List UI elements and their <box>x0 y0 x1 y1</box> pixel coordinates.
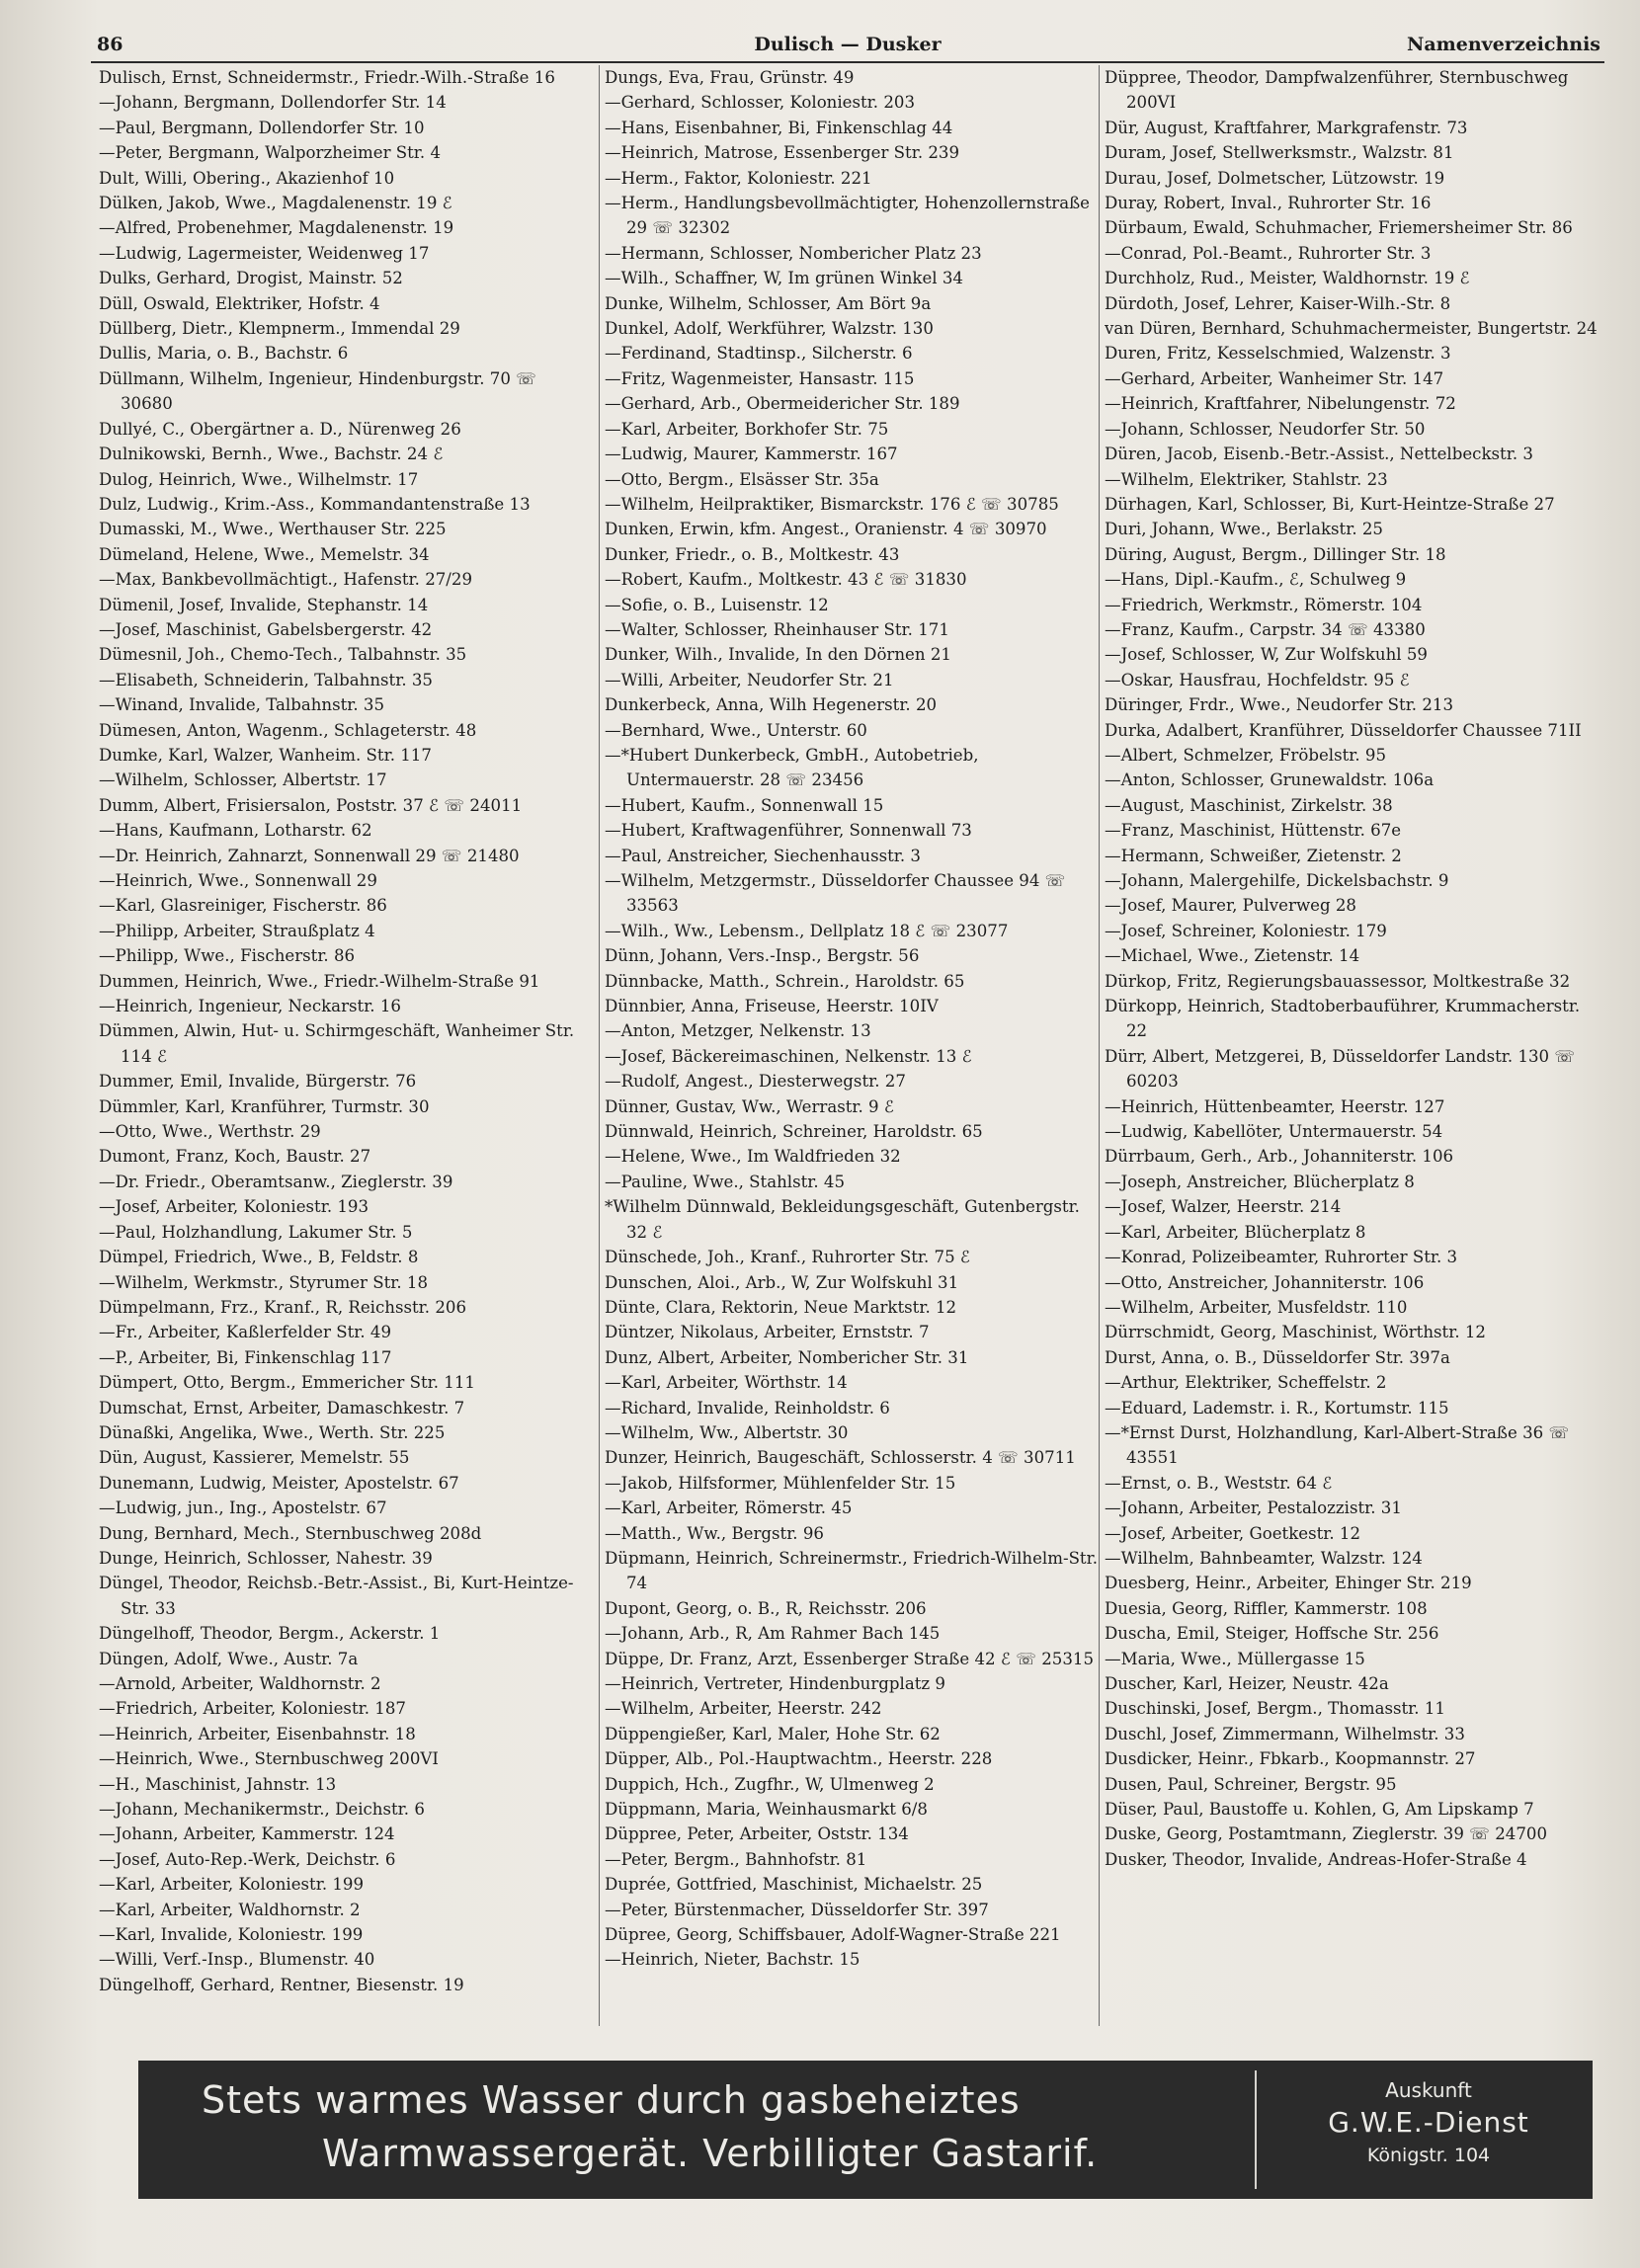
directory-column-2 <box>605 65 1099 2026</box>
directory-entry: —Josef, Maschinist, Gabelsbergerstr. 42 <box>99 619 433 639</box>
directory-entry: —Wilhelm, Schlosser, Albertstr. 17 <box>99 770 387 790</box>
directory-entry: Duprée, Gottfried, Maschinist, Michaelstr. 25 <box>605 1875 983 1895</box>
directory-entry: Dünnbier, Anna, Friseuse, Heerstr. 10IV <box>605 997 939 1016</box>
directory-entry: Duesia, Georg, Riffler, Kammerstr. 108 <box>1105 1598 1428 1618</box>
directory-entry: —Joseph, Anstreicher, Blücherplatz 8 <box>1105 1172 1415 1191</box>
directory-entry: Dulisch, Ernst, Schneidermstr., Friedr.-Wilh.-Straße 16 <box>99 68 555 87</box>
directory-entry: Dumke, Karl, Walzer, Wanheim. Str. 117 <box>99 745 432 765</box>
directory-entry: Dumont, Franz, Koch, Baustr. 27 <box>99 1147 371 1167</box>
directory-entry: —Wilhelm, Arbeiter, Heerstr. 242 <box>605 1699 882 1719</box>
directory-entry: —Peter, Bürstenmacher, Düsseldorfer Str. 397 <box>605 1900 989 1919</box>
directory-entry: Dünschede, Joh., Kranf., Ruhrorter Str. 75 ℰ <box>605 1248 970 1267</box>
directory-entry: —Ferdinand, Stadtinsp., Silcherstr. 6 <box>605 344 913 364</box>
directory-entry: —Richard, Invalide, Reinholdstr. 6 <box>605 1398 890 1418</box>
directory-entry: —Karl, Arbeiter, Blücherplatz 8 <box>1105 1222 1366 1242</box>
directory-entry: Düpper, Alb., Pol.-Hauptwachtm., Heerstr. 228 <box>605 1749 993 1769</box>
directory-entry: —Otto, Anstreicher, Johanniterstr. 106 <box>1105 1272 1425 1292</box>
directory-entry: —Ludwig, Maurer, Kammerstr. 167 <box>605 445 898 464</box>
directory-entry: Dürdoth, Josef, Lehrer, Kaiser-Wilh.-Str. 8 <box>1105 293 1451 313</box>
ad-line-1: Stets warmes Wasser durch gasbeheiztes <box>202 2078 1021 2122</box>
directory-entry: —Sofie, o. B., Luisenstr. 12 <box>605 595 829 614</box>
directory-entry: —Alfred, Probenehmer, Magdalenenstr. 19 <box>99 218 454 238</box>
directory-entry: —Philipp, Arbeiter, Straußplatz 4 <box>99 921 375 940</box>
ad-contact <box>1265 2061 1593 2199</box>
directory-entry: —Fr., Arbeiter, Kaßlerfelder Str. 49 <box>99 1323 392 1342</box>
directory-entry: Dümesen, Anton, Wagenm., Schlageterstr. 48 <box>99 720 477 740</box>
directory-entry: Durchholz, Rud., Meister, Waldhornstr. 19 ℰ <box>1105 269 1470 288</box>
directory-entry: —Josef, Schreiner, Koloniestr. 179 <box>1105 921 1387 940</box>
directory-entry: Dürhagen, Karl, Schlosser, Bi, Kurt-Heintze-Straße 27 <box>1105 494 1555 514</box>
directory-entry: Düngelhoff, Theodor, Bergm., Ackerstr. 1 <box>99 1624 441 1644</box>
directory-entry: —Heinrich, Wwe., Sonnenwall 29 <box>99 871 377 890</box>
directory-entry: —Hans, Dipl.-Kaufm., ℰ, Schulweg 9 <box>1105 570 1407 590</box>
directory-entry: Dünner, Gustav, Ww., Werrastr. 9 ℰ <box>605 1096 894 1116</box>
directory-entry: —Johann, Mechanikermstr., Deichstr. 6 <box>99 1800 425 1820</box>
directory-entry: —Friedrich, Arbeiter, Koloniestr. 187 <box>99 1699 406 1719</box>
directory-entry: —Willi, Verf.-Insp., Blumenstr. 40 <box>99 1950 375 1970</box>
directory-entry: Dunge, Heinrich, Schlosser, Nahestr. 39 <box>99 1548 433 1568</box>
directory-entry: —Heinrich, Matrose, Essenberger Str. 239 <box>605 143 960 163</box>
directory-entry: Dünnbacke, Matth., Schrein., Haroldstr. 65 <box>605 971 965 991</box>
directory-entry: —Franz, Maschinist, Hüttenstr. 67e <box>1105 821 1402 841</box>
directory-entry: —Josef, Walzer, Heerstr. 214 <box>1105 1197 1342 1217</box>
directory-entry: —Otto, Bergm., Elsässer Str. 35a <box>605 469 879 489</box>
directory-entry: —Otto, Wwe., Werthstr. 29 <box>99 1122 321 1142</box>
directory-entry: —Ernst, o. B., Weststr. 64 ℰ <box>1105 1473 1333 1493</box>
directory-entry: —P., Arbeiter, Bi, Finkenschlag 117 <box>99 1347 392 1367</box>
directory-entry: —Friedrich, Werkmstr., Römerstr. 104 <box>1105 595 1423 614</box>
directory-entry: Dulks, Gerhard, Drogist, Mainstr. 52 <box>99 269 403 288</box>
directory-entry: —Karl, Arbeiter, Wörthstr. 14 <box>605 1373 848 1393</box>
directory-entry: Durau, Josef, Dolmetscher, Lützowstr. 19 <box>1105 168 1445 188</box>
directory-entry: Dullyé, C., Obergärtner a. D., Nürenweg 26 <box>99 419 461 439</box>
directory-entry: *Wilhelm Dünnwald, Bekleidungsgeschäft, Gutenbergstr. 32 ℰ <box>605 1197 1080 1242</box>
directory-entry: Dunke, Wilhelm, Schlosser, Am Bört 9a <box>605 293 932 313</box>
directory-entry: Düntzer, Nikolaus, Arbeiter, Ernststr. 7 <box>605 1323 930 1342</box>
directory-entry: —Jakob, Hilfsformer, Mühlenfelder Str. 15 <box>605 1473 956 1493</box>
directory-entry: Duesberg, Heinr., Arbeiter, Ehinger Str. 219 <box>1105 1574 1472 1593</box>
directory-entry: —Hubert, Kaufm., Sonnenwall 15 <box>605 795 884 815</box>
directory-entry: Dünaßki, Angelika, Wwe., Werth. Str. 225 <box>99 1422 446 1442</box>
directory-entry: —Eduard, Lademstr. i. R., Kortumstr. 115 <box>1105 1398 1449 1418</box>
directory-entry: —Karl, Arbeiter, Römerstr. 45 <box>605 1498 853 1518</box>
directory-entry: —Matth., Ww., Bergstr. 96 <box>605 1523 824 1543</box>
directory-entry: Dumm, Albert, Frisiersalon, Poststr. 37 ℰ ☏ 24011 <box>99 795 523 815</box>
column-divider <box>1099 65 1100 2026</box>
directory-entry: Düppengießer, Karl, Maler, Hohe Str. 62 <box>605 1724 941 1743</box>
directory-entry: —Ludwig, jun., Ing., Apostelstr. 67 <box>99 1498 387 1518</box>
directory-entry: Düpree, Georg, Schiffsbauer, Adolf-Wagner-Straße 221 <box>605 1925 1061 1945</box>
directory-entry: Dünte, Clara, Rektorin, Neue Marktstr. 12 <box>605 1297 957 1317</box>
directory-entry: —Heinrich, Wwe., Sternbuschweg 200VI <box>99 1749 439 1769</box>
directory-entry: —Heinrich, Ingenieur, Neckarstr. 16 <box>99 997 401 1016</box>
directory-entry: Dusker, Theodor, Invalide, Andreas-Hofer-Straße 4 <box>1105 1849 1527 1869</box>
directory-entry: —Herm., Faktor, Koloniestr. 221 <box>605 168 872 188</box>
directory-entry: —Heinrich, Nieter, Bachstr. 15 <box>605 1950 861 1970</box>
directory-entry: —Wilhelm, Werkmstr., Styrumer Str. 18 <box>99 1272 429 1292</box>
directory-entry: —Karl, Arbeiter, Koloniestr. 199 <box>99 1875 365 1895</box>
directory-entry: —Heinrich, Kraftfahrer, Nibelungenstr. 72 <box>1105 394 1456 414</box>
contact-label: Auskunft <box>1385 2078 1472 2102</box>
directory-entry: Düppmann, Maria, Weinhausmarkt 6/8 <box>605 1800 928 1820</box>
directory-entry: —Ludwig, Lagermeister, Weidenweg 17 <box>99 243 430 263</box>
directory-entry: Düngelhoff, Gerhard, Rentner, Biesenstr. 19 <box>99 1975 464 1994</box>
directory-entry: —Wilh., Ww., Lebensm., Dellplatz 18 ℰ ☏ 23077 <box>605 921 1009 940</box>
directory-entry: Düngel, Theodor, Reichsb.-Betr.-Assist., Bi, Kurt-Heintze-Str. 33 <box>99 1574 574 1618</box>
directory-entry: —Herm., Handlungsbevollmächtigter, Hohenzollernstraße 29 ☏ 32302 <box>605 194 1090 238</box>
directory-entry: —Wilh., Schaffner, W, Im grünen Winkel 34 <box>605 269 963 288</box>
directory-entry: Dürr, Albert, Metzgerei, B, Düsseldorfer Landstr. 130 ☏ 60203 <box>1105 1046 1576 1092</box>
directory-entry: Düllberg, Dietr., Klempnerm., Immendal 29 <box>99 319 460 339</box>
contact-address: Königstr. 104 <box>1366 2145 1491 2166</box>
directory-entry: —Heinrich, Vertreter, Hindenburgplatz 9 <box>605 1674 945 1693</box>
directory-entry: Düring, August, Bergm., Dillinger Str. 18 <box>1105 544 1446 564</box>
directory-entry: Dün, August, Kassierer, Memelstr. 55 <box>99 1448 410 1468</box>
directory-entry: —Peter, Bergmann, Walporzheimer Str. 4 <box>99 143 442 163</box>
directory-entry: —Helene, Wwe., Im Waldfrieden 32 <box>605 1147 901 1167</box>
directory-entry: —Heinrich, Arbeiter, Eisenbahnstr. 18 <box>99 1724 416 1743</box>
directory-entry: Dungs, Eva, Frau, Grünstr. 49 <box>605 68 855 87</box>
directory-entry: —Winand, Invalide, Talbahnstr. 35 <box>99 695 385 715</box>
directory-entry: —Dr. Friedr., Oberamtsanw., Zieglerstr. 39 <box>99 1172 453 1191</box>
directory-entry: —Peter, Bergm., Bahnhofstr. 81 <box>605 1849 867 1869</box>
directory-entry: Dulog, Heinrich, Wwe., Wilhelmstr. 17 <box>99 469 419 489</box>
directory-entry: Dürbaum, Ewald, Schuhmacher, Friemersheimer Str. 86 <box>1105 218 1573 238</box>
directory-entry: —Heinrich, Hüttenbeamter, Heerstr. 127 <box>1105 1096 1445 1116</box>
directory-entry: —Gerhard, Schlosser, Koloniestr. 203 <box>605 93 916 113</box>
directory-entry: —Johann, Malergehilfe, Dickelsbachstr. 9 <box>1105 871 1449 890</box>
directory-entry: Dusdicker, Heinr., Fbkarb., Koopmannstr. 27 <box>1105 1749 1476 1769</box>
directory-entry: —Paul, Holzhandlung, Lakumer Str. 5 <box>99 1222 413 1242</box>
directory-entry: Duram, Josef, Stellwerksmstr., Walzstr. 81 <box>1105 143 1454 163</box>
directory-entry: Dümenil, Josef, Invalide, Stephanstr. 14 <box>99 595 429 614</box>
directory-entry: —Willi, Arbeiter, Neudorfer Str. 21 <box>605 670 894 689</box>
directory-entry: Duri, Johann, Wwe., Berlakstr. 25 <box>1105 520 1383 539</box>
directory-entry: Düppe, Dr. Franz, Arzt, Essenberger Straße 42 ℰ ☏ 25315 <box>605 1649 1095 1668</box>
directory-entry: Dümmen, Alwin, Hut- u. Schirmgeschäft, Wanheimer Str. 114 ℰ <box>99 1021 575 1066</box>
directory-entry: —Hermann, Schweißer, Zietenstr. 2 <box>1105 846 1402 865</box>
directory-entry: —Ludwig, Kabellöter, Untermauerstr. 54 <box>1105 1122 1443 1142</box>
directory-entry: —Fritz, Wagenmeister, Hansastr. 115 <box>605 368 915 388</box>
directory-entry: —Paul, Bergmann, Dollendorfer Str. 10 <box>99 118 425 137</box>
directory-entry: Dulz, Ludwig., Krim.-Ass., Kommandantenstraße 13 <box>99 494 531 514</box>
directory-entry: —Elisabeth, Schneiderin, Talbahnstr. 35 <box>99 670 433 689</box>
directory-entry: Düllmann, Wilhelm, Ingenieur, Hindenburgstr. 70 ☏ 30680 <box>99 368 536 414</box>
directory-entry: Durka, Adalbert, Kranführer, Düsseldorfer Chaussee 71II <box>1105 720 1582 740</box>
directory-entry: Duske, Georg, Postamtmann, Zieglerstr. 39 ☏ 24700 <box>1105 1824 1547 1844</box>
directory-entry: —Rudolf, Angest., Diesterwegstr. 27 <box>605 1072 906 1092</box>
directory-entry: —Karl, Arbeiter, Waldhornstr. 2 <box>99 1900 361 1919</box>
directory-entry: —Josef, Arbeiter, Koloniestr. 193 <box>99 1197 369 1217</box>
directory-entry: Dumasski, M., Wwe., Werthauser Str. 225 <box>99 520 447 539</box>
directory-entry: —Albert, Schmelzer, Fröbelstr. 95 <box>1105 745 1387 765</box>
directory-entry: Dümpelmann, Frz., Kranf., R, Reichsstr. 206 <box>99 1297 466 1317</box>
directory-entry: Dulnikowski, Bernh., Wwe., Bachstr. 24 ℰ <box>99 445 444 464</box>
directory-entry: Düngen, Adolf, Wwe., Austr. 7a <box>99 1649 359 1668</box>
directory-entry: Duscha, Emil, Steiger, Hoffsche Str. 256 <box>1105 1624 1439 1644</box>
directory-entry: —Karl, Invalide, Koloniestr. 199 <box>99 1925 364 1945</box>
directory-entry: Dürkop, Fritz, Regierungsbauassessor, Moltkestraße 32 <box>1105 971 1571 991</box>
directory-entry: —Hans, Eisenbahner, Bi, Finkenschlag 44 <box>605 118 953 137</box>
directory-entry: —Josef, Bäckereimaschinen, Nelkenstr. 13 ℰ <box>605 1046 972 1066</box>
directory-entry: —Dr. Heinrich, Zahnarzt, Sonnenwall 29 ☏ 21480 <box>99 846 520 865</box>
directory-entry: Dunschen, Aloi., Arb., W, Zur Wolfskuhl 31 <box>605 1272 959 1292</box>
directory-entry: —Wilhelm, Heilpraktiker, Bismarckstr. 176 ℰ ☏ 30785 <box>605 494 1059 514</box>
directory-entry: Dummen, Heinrich, Wwe., Friedr.-Wilhelm-Straße 91 <box>99 971 540 991</box>
directory-entry: —Robert, Kaufm., Moltkestr. 43 ℰ ☏ 31830 <box>605 570 967 590</box>
directory-entry: —Bernhard, Wwe., Unterstr. 60 <box>605 720 867 740</box>
directory-entry: Dung, Bernhard, Mech., Sternbuschweg 208d <box>99 1523 482 1543</box>
directory-entry: —Max, Bankbevollmächtigt., Hafenstr. 27/29 <box>99 570 473 590</box>
directory-entry: Dür, August, Kraftfahrer, Markgrafenstr. 73 <box>1105 118 1468 137</box>
directory-entry: Düppree, Peter, Arbeiter, Oststr. 134 <box>605 1824 909 1844</box>
directory-entry: —Johann, Bergmann, Dollendorfer Str. 14 <box>99 93 447 113</box>
directory-entry: —Johann, Arbeiter, Kammerstr. 124 <box>99 1824 395 1844</box>
directory-entry: Dumschat, Ernst, Arbeiter, Damaschkestr. 7 <box>99 1398 465 1418</box>
directory-entry: Dunker, Wilh., Invalide, In den Dörnen 21 <box>605 645 951 665</box>
directory-entry: van Düren, Bernhard, Schuhmachermeister, Bungertstr. 24 <box>1105 319 1598 339</box>
directory-entry: —Johann, Schlosser, Neudorfer Str. 50 <box>1105 419 1426 439</box>
directory-entry: —Josef, Auto-Rep.-Werk, Deichstr. 6 <box>99 1849 396 1869</box>
directory-entry: —Josef, Schlosser, W, Zur Wolfskuhl 59 <box>1105 645 1428 665</box>
directory-entry: —Karl, Arbeiter, Borkhofer Str. 75 <box>605 419 889 439</box>
directory-entry: Dunemann, Ludwig, Meister, Apostelstr. 67 <box>99 1473 459 1493</box>
directory-entry: Düser, Paul, Baustoffe u. Kohlen, G, Am Lipskamp 7 <box>1105 1800 1534 1820</box>
page-number: 86 <box>97 34 123 55</box>
ad-line-2: Warmwassergerät. Verbilligter Gastarif. <box>322 2132 1099 2175</box>
directory-entry: Dümmler, Karl, Kranführer, Turmstr. 30 <box>99 1096 430 1116</box>
directory-entry: —*Hubert Dunkerbeck, GmbH., Autobetrieb, Untermauerstr. 28 ☏ 23456 <box>605 745 979 790</box>
directory-entry: —Wilhelm, Ww., Albertstr. 30 <box>605 1422 849 1442</box>
directory-entry: —Oskar, Hausfrau, Hochfeldstr. 95 ℰ <box>1105 670 1410 689</box>
directory-entry: —*Ernst Durst, Holzhandlung, Karl-Albert-Straße 36 ☏ 43551 <box>1105 1422 1570 1468</box>
directory-entry: Dümpert, Otto, Bergm., Emmericher Str. 111 <box>99 1373 475 1393</box>
directory-entry: Duray, Robert, Inval., Ruhrorter Str. 16 <box>1105 194 1432 213</box>
directory-entry: —Conrad, Pol.-Beamt., Ruhrorter Str. 3 <box>1105 243 1432 263</box>
directory-entry: —Maria, Wwe., Müllergasse 15 <box>1105 1649 1365 1668</box>
directory-entry: —Anton, Metzger, Nelkenstr. 13 <box>605 1021 871 1041</box>
directory-entry: —Anton, Schlosser, Grunewaldstr. 106a <box>1105 770 1435 790</box>
directory-entry: Duppich, Hch., Zugfhr., W, Ulmenweg 2 <box>605 1774 935 1794</box>
name-range: Dulisch — Dusker <box>754 34 942 55</box>
directory-entry: —Wilhelm, Bahnbeamter, Walzstr. 124 <box>1105 1548 1423 1568</box>
directory-entry: Dunker, Friedr., o. B., Moltkestr. 43 <box>605 544 900 564</box>
directory-entry: —Hans, Kaufmann, Lotharstr. 62 <box>99 821 372 841</box>
directory-entry: —Johann, Arbeiter, Pestalozzistr. 31 <box>1105 1498 1402 1518</box>
directory-entry: —Hubert, Kraftwagenführer, Sonnenwall 73 <box>605 821 972 841</box>
directory-entry: —Philipp, Wwe., Fischerstr. 86 <box>99 946 356 966</box>
page-header <box>91 28 1604 63</box>
directory-entry: Düll, Oswald, Elektriker, Hofstr. 4 <box>99 293 380 313</box>
directory-entry: Düppree, Theodor, Dampfwalzenführer, Sternbuschweg 200VI <box>1105 68 1569 113</box>
directory-entry: —Karl, Glasreiniger, Fischerstr. 86 <box>99 896 387 916</box>
directory-entry: —Konrad, Polizeibeamter, Ruhrorter Str. 3 <box>1105 1248 1458 1267</box>
directory-entry: Dunz, Albert, Arbeiter, Nombericher Str. 31 <box>605 1347 969 1367</box>
directory-entry: Duscher, Karl, Heizer, Neustr. 42a <box>1105 1674 1389 1693</box>
directory-entry: —Walter, Schlosser, Rheinhauser Str. 171 <box>605 619 949 639</box>
directory-entry: —Arthur, Elektriker, Scheffelstr. 2 <box>1105 1373 1387 1393</box>
directory-entry: Dürkopp, Heinrich, Stadtoberbauführer, Krummacherstr. 22 <box>1105 997 1581 1041</box>
directory-entry: —Arnold, Arbeiter, Waldhornstr. 2 <box>99 1674 381 1693</box>
directory-entry: —Franz, Kaufm., Carpstr. 34 ☏ 43380 <box>1105 619 1426 639</box>
directory-entry: Dupont, Georg, o. B., R, Reichsstr. 206 <box>605 1598 927 1618</box>
directory-entry: Dusen, Paul, Schreiner, Bergstr. 95 <box>1105 1774 1397 1794</box>
directory-entry: —H., Maschinist, Jahnstr. 13 <box>99 1774 337 1794</box>
directory-entry: Dürrschmidt, Georg, Maschinist, Wörthstr. 12 <box>1105 1323 1486 1342</box>
directory-entry: Duschinski, Josef, Bergm., Thomasstr. 11 <box>1105 1699 1445 1719</box>
directory-entry: —Gerhard, Arb., Obermeidericher Str. 189 <box>605 394 960 414</box>
directory-entry: —Hermann, Schlosser, Nombericher Platz 23 <box>605 243 982 263</box>
directory-entry: Dunkel, Adolf, Werkführer, Walzstr. 130 <box>605 319 934 339</box>
directory-column-3 <box>1105 65 1601 2026</box>
directory-entry: Dummer, Emil, Invalide, Bürgerstr. 76 <box>99 1072 417 1092</box>
directory-entry: Düringer, Frdr., Wwe., Neudorfer Str. 213 <box>1105 695 1454 715</box>
directory-entry: Dümeland, Helene, Wwe., Memelstr. 34 <box>99 544 430 564</box>
directory-entry: Dunken, Erwin, kfm. Angest., Oranienstr. 4 ☏ 30970 <box>605 520 1047 539</box>
directory-entry: Dümpel, Friedrich, Wwe., B, Feldstr. 8 <box>99 1248 419 1267</box>
directory-entry: Dünn, Johann, Vers.-Insp., Bergstr. 56 <box>605 946 920 966</box>
directory-entry: Dult, Willi, Obering., Akazienhof 10 <box>99 168 395 188</box>
directory-entry: Düren, Jacob, Eisenb.-Betr.-Assist., Nettelbeckstr. 3 <box>1105 445 1533 464</box>
directory-columns <box>99 65 1602 2026</box>
directory-entry: Dunzer, Heinrich, Baugeschäft, Schlosserstr. 4 ☏ 30711 <box>605 1448 1076 1468</box>
section-title: Namenverzeichnis <box>1406 34 1600 55</box>
contact-service: G.W.E.-Dienst <box>1328 2106 1529 2139</box>
directory-entry: —Wilhelm, Arbeiter, Musfeldstr. 110 <box>1105 1297 1408 1317</box>
directory-entry: —Josef, Arbeiter, Goetkestr. 12 <box>1105 1523 1361 1543</box>
directory-entry: Duschl, Josef, Zimmermann, Wilhelmstr. 33 <box>1105 1724 1465 1743</box>
directory-entry: —Pauline, Wwe., Stahlstr. 45 <box>605 1172 846 1191</box>
directory-entry: Duren, Fritz, Kesselschmied, Walzenstr. 3 <box>1105 344 1451 364</box>
directory-entry: Dülken, Jakob, Wwe., Magdalenenstr. 19 ℰ <box>99 194 452 213</box>
directory-entry: Dümesnil, Joh., Chemo-Tech., Talbahnstr. 35 <box>99 645 467 665</box>
directory-column-1 <box>99 65 593 2026</box>
directory-entry: —Gerhard, Arbeiter, Wanheimer Str. 147 <box>1105 368 1444 388</box>
advertisement-banner <box>138 2061 1593 2199</box>
column-divider <box>599 65 600 2026</box>
directory-entry: —Paul, Anstreicher, Siechenhausstr. 3 <box>605 846 921 865</box>
directory-entry: Dunkerbeck, Anna, Wilh Hegenerstr. 20 <box>605 695 938 715</box>
directory-entry: —August, Maschinist, Zirkelstr. 38 <box>1105 795 1393 815</box>
directory-entry: Dünnwald, Heinrich, Schreiner, Haroldstr. 65 <box>605 1122 983 1142</box>
directory-entry: —Josef, Maurer, Pulverweg 28 <box>1105 896 1356 916</box>
ad-text <box>138 2061 1250 2199</box>
directory-entry: —Wilhelm, Metzgermstr., Düsseldorfer Chaussee 94 ☏ 33563 <box>605 871 1066 916</box>
directory-entry: —Wilhelm, Elektriker, Stahlstr. 23 <box>1105 469 1388 489</box>
directory-entry: Dullis, Maria, o. B., Bachstr. 6 <box>99 344 349 364</box>
directory-entry: Düpmann, Heinrich, Schreinermstr., Friedrich-Wilhelm-Str. 74 <box>605 1548 1098 1593</box>
directory-entry: Dürrbaum, Gerh., Arb., Johanniterstr. 106 <box>1105 1147 1454 1167</box>
directory-entry: —Johann, Arb., R, Am Rahmer Bach 145 <box>605 1624 941 1644</box>
directory-entry: —Michael, Wwe., Zietenstr. 14 <box>1105 946 1360 966</box>
directory-entry: Durst, Anna, o. B., Düsseldorfer Str. 397a <box>1105 1347 1450 1367</box>
banner-divider <box>1255 2070 1257 2189</box>
